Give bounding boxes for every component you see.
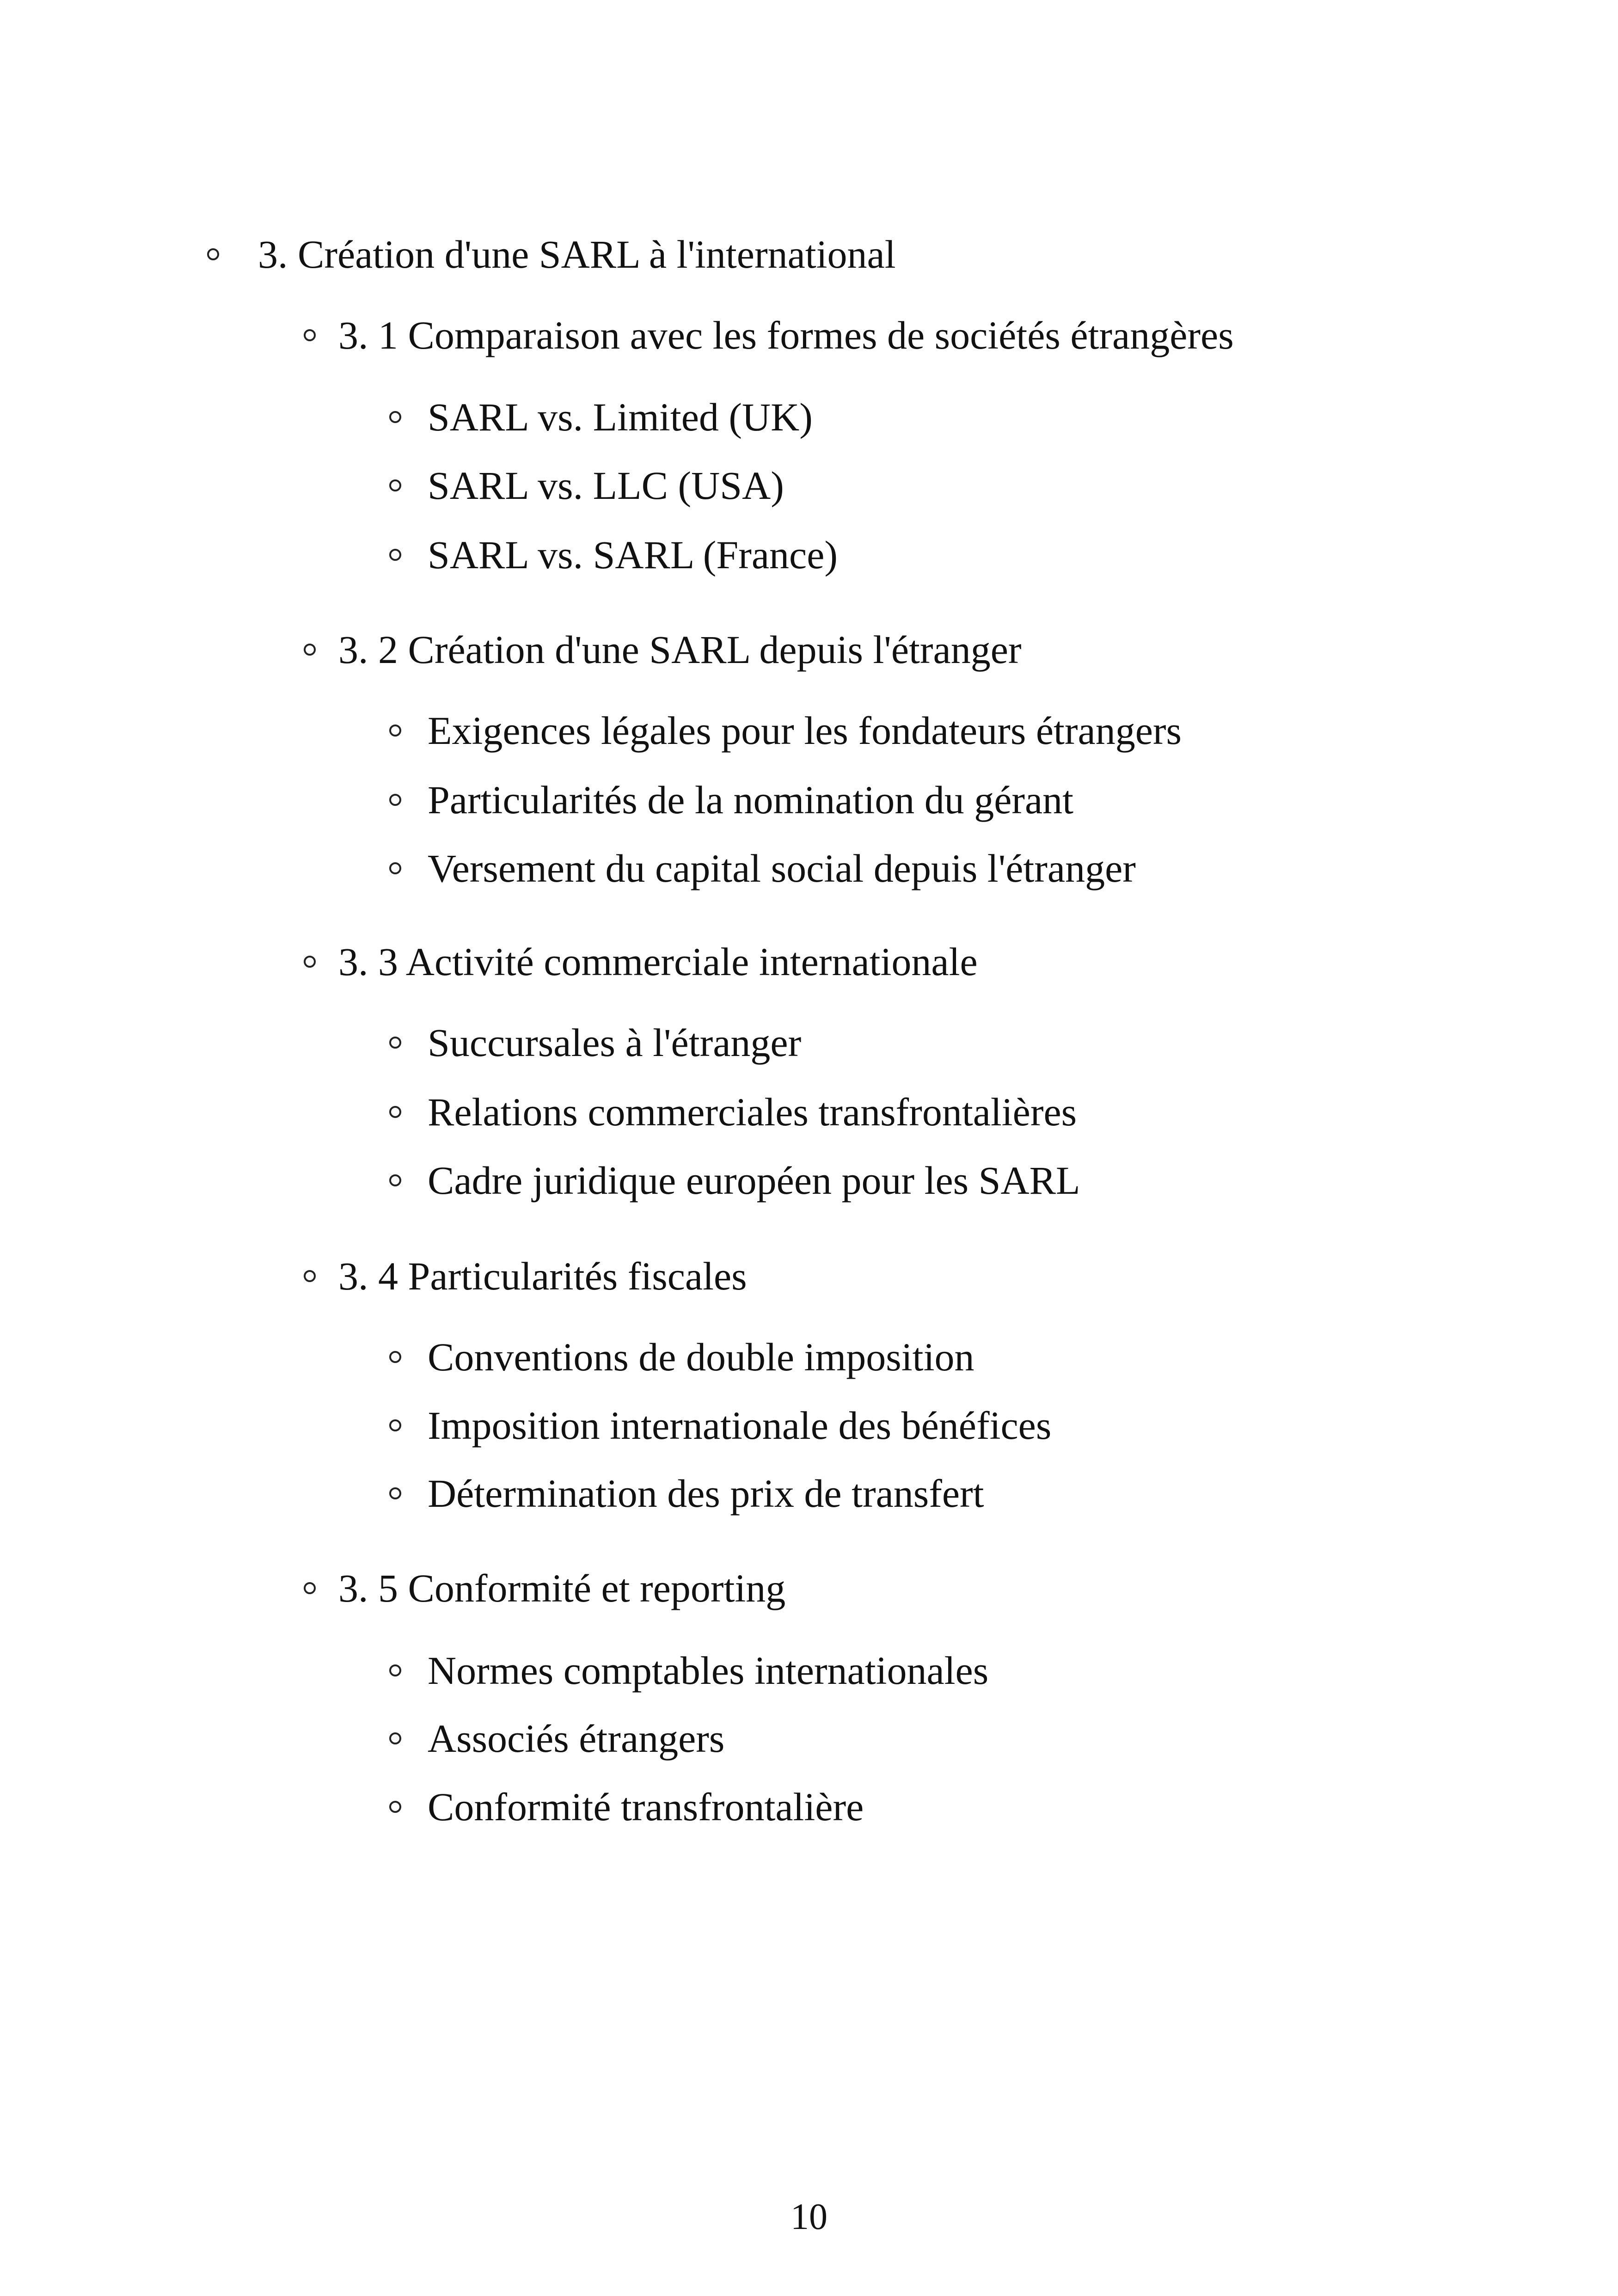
list-item-text: Versement du capital social depuis l'étranger (428, 846, 1136, 890)
outline-title-text: 3. Création d'une SARL à l'international (258, 232, 896, 276)
section-heading-text: 3. 1 Comparaison avec les formes de sociétés étrangères (338, 313, 1234, 357)
list-item-text: Relations commerciales transfrontalières (428, 1090, 1077, 1134)
list-item-text: Cadre juridique européen pour les SARL (428, 1158, 1080, 1203)
circle-bullet-icon (389, 724, 401, 737)
list-item-text: Imposition internationale des bénéfices (428, 1403, 1052, 1448)
list-item-text: SARL vs. Limited (UK) (428, 395, 813, 439)
list-item-text: Normes comptables internationales (428, 1648, 989, 1693)
circle-bullet-icon (389, 862, 401, 874)
circle-bullet-icon (304, 956, 316, 968)
circle-bullet-icon (389, 549, 401, 561)
circle-bullet-icon (389, 1037, 401, 1049)
list-item-text: Conformité transfrontalière (428, 1785, 864, 1829)
circle-bullet-icon (389, 794, 401, 806)
circle-bullet-icon (304, 1582, 316, 1594)
circle-bullet-icon (389, 1419, 401, 1431)
circle-bullet-icon (389, 1487, 401, 1499)
list-item-text: Conventions de double imposition (428, 1335, 974, 1379)
page-number: 10 (791, 2197, 827, 2237)
list-item-text: Particularités de la nomination du gérant (428, 778, 1074, 822)
circle-bullet-icon (389, 479, 401, 491)
circle-bullet-icon (389, 1664, 401, 1676)
section-heading-text: 3. 2 Création d'une SARL depuis l'étranger (338, 627, 1022, 672)
section-heading-text: 3. 3 Activité commerciale internationale (338, 939, 978, 984)
circle-bullet-icon (389, 411, 401, 423)
list-item-text: Détermination des prix de transfert (428, 1471, 984, 1516)
circle-bullet-icon (389, 1106, 401, 1118)
circle-bullet-icon (304, 644, 316, 656)
circle-bullet-icon (304, 329, 316, 341)
circle-bullet-icon (207, 248, 219, 260)
list-item-text: SARL vs. LLC (USA) (428, 463, 784, 508)
list-item-text: Succursales à l'étranger (428, 1020, 802, 1065)
section-heading-text: 3. 5 Conformité et reporting (338, 1566, 786, 1610)
section-heading-text: 3. 4 Particularités fiscales (338, 1254, 747, 1298)
circle-bullet-icon (389, 1174, 401, 1186)
list-item-text: Associés étrangers (428, 1716, 725, 1761)
circle-bullet-icon (389, 1732, 401, 1744)
circle-bullet-icon (304, 1270, 316, 1282)
list-item-text: SARL vs. SARL (France) (428, 533, 838, 577)
circle-bullet-icon (389, 1801, 401, 1813)
list-item-text: Exigences légales pour les fondateurs étrangers (428, 708, 1182, 753)
circle-bullet-icon (389, 1351, 401, 1363)
